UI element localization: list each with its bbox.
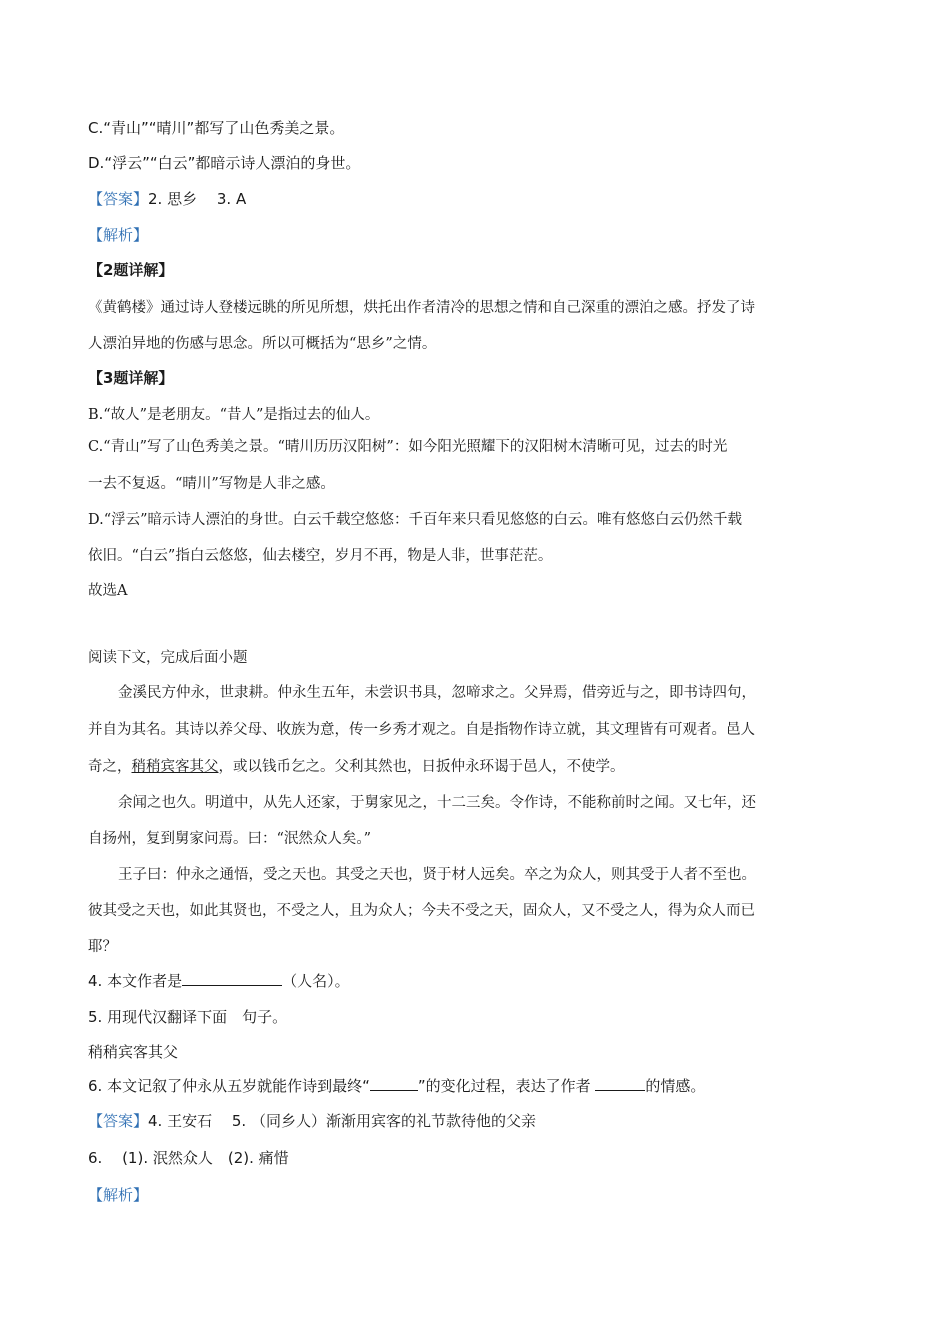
question-4 — [88, 970, 350, 991]
analysis-tag: 【解析】 — [88, 1186, 149, 1204]
q3-line-d1: D.“浮云”暗示诗人漂泊的身世。白云千载空悠悠：千百年来只看见悠悠的白云。唯有悠悠白云仍然千载 — [88, 512, 743, 528]
reading-intro: 阅读下文，完成后面小题 — [88, 650, 248, 666]
q3-line-c2: 一去不复返。“晴川”写物是人非之感。 — [88, 476, 335, 492]
q3-conclusion: 故选A — [88, 583, 128, 599]
q3-heading: 【3题详解】 — [88, 369, 174, 387]
answer-text: 4. 王安石 5. （同乡人）渐渐用宾客的礼节款待他的父亲 — [148, 1112, 536, 1130]
answer-q6: 6. (1). 泯然众人 (2). 痛惜 — [88, 1149, 289, 1167]
answer-line-1 — [88, 188, 246, 209]
question-text: 4. 本文作者是 — [88, 972, 183, 990]
question-5: 5. 用现代汉翻译下面 句子。 — [88, 1008, 288, 1026]
passage-p3-line-3: 耶？ — [88, 939, 117, 955]
passage-p1-line-2: 并自为其名。其诗以养父母、收族为意，传一乡秀才观之。自是指物作诗立就，其文理皆有可观者。邑人 — [88, 722, 755, 738]
answer-line-2 — [88, 1110, 536, 1131]
q3-line-c1: C.“青山”写了山色秀美之景。“晴川历历汉阳树”：如今阳光照耀下的汉阳树木清晰可见，过去的时光 — [88, 439, 728, 455]
passage-p3-line-1: 王子曰：仲永之通悟，受之天也。其受之天也，贤于材人远矣。卒之为众人，则其受于人者不至也。 — [118, 867, 756, 883]
question-text: （人名）。 — [282, 972, 350, 990]
q3-line-b: B.“故人”是老朋友。“昔人”是指过去的仙人。 — [88, 407, 380, 423]
answer-tag: 【答案】 — [88, 190, 149, 208]
passage-p2-line-2: 自扬州，复到舅家问焉。曰：“泯然众人矣。” — [88, 831, 372, 847]
answer-blank — [370, 1076, 418, 1091]
question-text: ”的变化过程，表达了作者 — [417, 1077, 596, 1095]
answer-blank — [595, 1076, 645, 1091]
answer-text: 2. 思乡 3. A — [148, 190, 247, 208]
q2-line-1: 《黄鹤楼》通过诗人登楼远眺的所见所想，烘托出作者清冷的思想之情和自己深重的漂泊之感。抒发了诗 — [88, 300, 755, 316]
underlined-sentence: 稍稍宾客其父 — [131, 759, 219, 775]
analysis-tag: 【解析】 — [88, 226, 149, 244]
answer-tag: 【答案】 — [88, 1112, 149, 1130]
passage-p1-line-3 — [88, 755, 625, 776]
passage-p2-line-1: 余闻之也久。明道中，从先人还家，于舅家见之，十二三矣。令作诗，不能称前时之闻。又七年，还 — [118, 795, 756, 811]
q3-line-d2: 依旧。“白云”指白云悠悠，仙去楼空，岁月不再，物是人非，世事茫茫。 — [88, 548, 553, 564]
option-c: C.“青山”“晴川”都写了山色秀美之景。 — [88, 119, 345, 137]
passage-p1-line-1: 金溪民方仲永，世隶耕。仲永生五年，未尝识书具，忽啼求之。父异焉，借旁近与之，即书诗四句， — [118, 685, 756, 701]
q2-heading: 【2题详解】 — [88, 261, 174, 279]
question-text: 6. 本文记叙了仲永从五岁就能作诗到最终“ — [88, 1077, 370, 1095]
question-text: 的情感。 — [645, 1077, 706, 1095]
passage-p3-line-2: 彼其受之天也，如此其贤也，不受之人，且为众人；今夫不受之天，固众人，又不受之人，得为众人而已 — [88, 903, 755, 919]
option-d: D.“浮云”“白云”都暗示诗人漂泊的身世。 — [88, 154, 361, 172]
q2-line-2: 人漂泊异地的伤感与思念。所以可概括为“思乡”之情。 — [88, 336, 437, 352]
passage-text: ，或以钱币乞之。父利其然也，日扳仲永环谒于邑人，不使学。 — [218, 759, 625, 775]
question-5-sentence: 稍稍宾客其父 — [88, 1043, 179, 1061]
answer-blank — [182, 971, 282, 986]
passage-text: 奇之， — [88, 759, 132, 775]
question-6 — [88, 1075, 705, 1096]
